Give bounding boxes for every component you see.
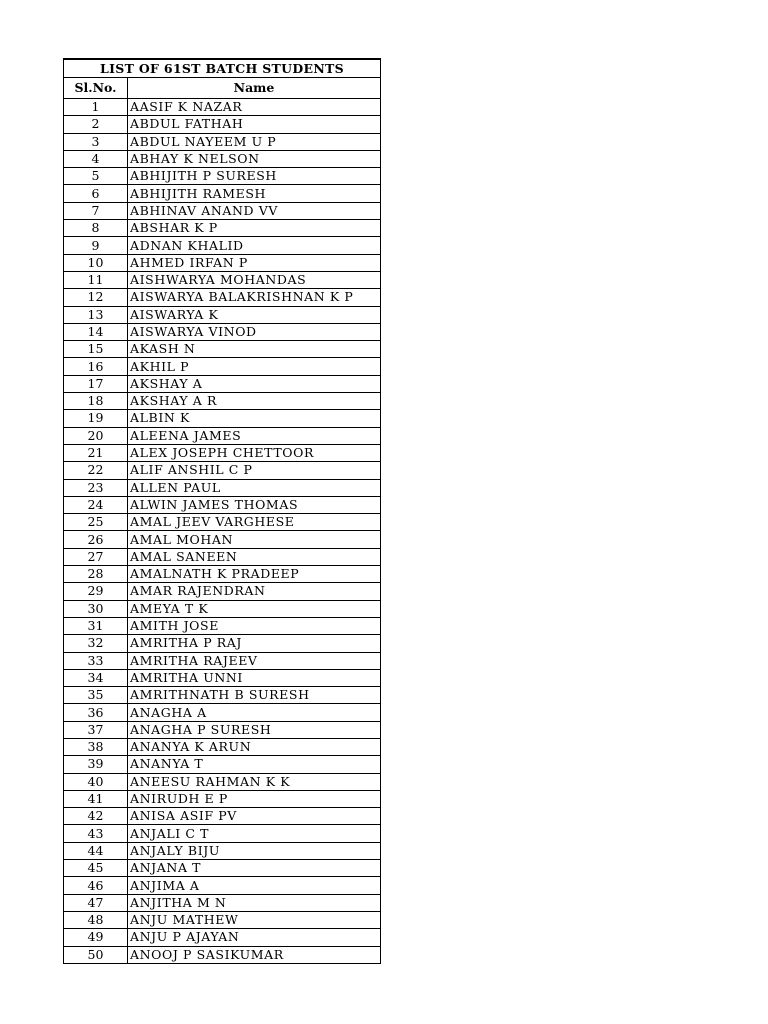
serial-number-cell: 21 [64, 444, 128, 461]
table-row [64, 237, 381, 254]
table-row [64, 514, 381, 531]
serial-number-cell: 48 [64, 911, 128, 928]
table-row [64, 600, 381, 617]
serial-number-cell: 22 [64, 462, 128, 479]
student-name-cell: ALLEN PAUL [128, 479, 381, 496]
student-name-cell: AISWARYA VINOD [128, 323, 381, 340]
table-row [64, 531, 381, 548]
student-name-cell: ANANYA T [128, 756, 381, 773]
serial-number-cell: 13 [64, 306, 128, 323]
student-name-cell: AMRITHA UNNI [128, 669, 381, 686]
student-name-cell: AMITH JOSE [128, 617, 381, 634]
student-name-cell: ANIRUDH E P [128, 790, 381, 807]
serial-number-cell: 18 [64, 393, 128, 410]
student-name-cell: AKSHAY A R [128, 393, 381, 410]
student-name-cell: AISWARYA BALAKRISHNAN K P [128, 289, 381, 306]
table-row [64, 566, 381, 583]
student-name-cell: ANJITHA M N [128, 894, 381, 911]
serial-number-cell: 31 [64, 617, 128, 634]
serial-number-cell: 39 [64, 756, 128, 773]
table-row [64, 462, 381, 479]
table-row [64, 496, 381, 513]
student-name-cell: ABSHAR K P [128, 220, 381, 237]
table-row [64, 341, 381, 358]
student-name-cell: ADNAN KHALID [128, 237, 381, 254]
student-name-cell: ALIF ANSHIL C P [128, 462, 381, 479]
table-row [64, 635, 381, 652]
student-name-cell: AMEYA T K [128, 600, 381, 617]
student-name-cell: AASIF K NAZAR [128, 99, 381, 116]
table-row [64, 444, 381, 461]
student-name-cell: ANEESU RAHMAN K K [128, 773, 381, 790]
student-name-cell: ABHIJITH P SURESH [128, 168, 381, 185]
table-row [64, 220, 381, 237]
table-row [64, 773, 381, 790]
student-name-cell: ALBIN K [128, 410, 381, 427]
title-row [64, 59, 381, 78]
serial-number-cell: 36 [64, 704, 128, 721]
table-row [64, 946, 381, 963]
table-row [64, 911, 381, 928]
student-name-cell: AMAL SANEEN [128, 548, 381, 565]
table-row [64, 929, 381, 946]
serial-number-cell: 47 [64, 894, 128, 911]
serial-number-cell: 40 [64, 773, 128, 790]
serial-number-cell: 23 [64, 479, 128, 496]
serial-number-cell: 24 [64, 496, 128, 513]
serial-number-cell: 28 [64, 566, 128, 583]
serial-number-cell: 2 [64, 116, 128, 133]
serial-number-cell: 33 [64, 652, 128, 669]
table-row [64, 669, 381, 686]
student-name-cell: ABHINAV ANAND VV [128, 202, 381, 219]
table-row [64, 704, 381, 721]
table-row [64, 323, 381, 340]
student-rows [64, 99, 381, 964]
student-name-cell: ANJIMA A [128, 877, 381, 894]
student-name-cell: AMAL JEEV VARGHESE [128, 514, 381, 531]
table-row [64, 842, 381, 859]
student-name-cell: ANJANA T [128, 860, 381, 877]
table-row [64, 756, 381, 773]
serial-number-cell: 27 [64, 548, 128, 565]
serial-number-cell: 41 [64, 790, 128, 807]
student-table [63, 58, 381, 964]
table-row [64, 306, 381, 323]
table-row [64, 116, 381, 133]
table-row [64, 375, 381, 392]
serial-number-cell: 25 [64, 514, 128, 531]
student-name-cell: AMAR RAJENDRAN [128, 583, 381, 600]
student-name-cell: ANAGHA A [128, 704, 381, 721]
student-name-cell: ALEX JOSEPH CHETTOOR [128, 444, 381, 461]
student-name-cell: ANAGHA P SURESH [128, 721, 381, 738]
student-name-cell: ANJU P AJAYAN [128, 929, 381, 946]
serial-number-cell: 12 [64, 289, 128, 306]
student-name-cell: ALWIN JAMES THOMAS [128, 496, 381, 513]
serial-number-cell: 34 [64, 669, 128, 686]
serial-number-cell: 19 [64, 410, 128, 427]
table-row [64, 808, 381, 825]
serial-number-cell: 5 [64, 168, 128, 185]
table-row [64, 652, 381, 669]
serial-number-cell: 8 [64, 220, 128, 237]
serial-number-cell: 42 [64, 808, 128, 825]
table-row [64, 254, 381, 271]
student-name-cell: ANJALI C T [128, 825, 381, 842]
student-name-cell: AMALNATH K PRADEEP [128, 566, 381, 583]
serial-number-cell: 9 [64, 237, 128, 254]
serial-number-cell: 16 [64, 358, 128, 375]
serial-number-cell: 17 [64, 375, 128, 392]
table-row [64, 150, 381, 167]
student-name-cell: ANOOJ P SASIKUMAR [128, 946, 381, 963]
student-name-cell: AISWARYA K [128, 306, 381, 323]
table-row [64, 427, 381, 444]
table-row [64, 133, 381, 150]
table-row [64, 479, 381, 496]
student-name-cell: ANISA ASIF PV [128, 808, 381, 825]
header-row [64, 78, 381, 99]
serial-number-cell: 26 [64, 531, 128, 548]
student-name-cell: AMRITHA P RAJ [128, 635, 381, 652]
serial-number-cell: 38 [64, 738, 128, 755]
serial-number-cell: 37 [64, 721, 128, 738]
serial-number-cell: 50 [64, 946, 128, 963]
student-name-cell: ANJU MATHEW [128, 911, 381, 928]
table-row [64, 358, 381, 375]
sl-no-header: Sl.No. [64, 78, 128, 99]
table-row [64, 548, 381, 565]
serial-number-cell: 49 [64, 929, 128, 946]
serial-number-cell: 32 [64, 635, 128, 652]
serial-number-cell: 14 [64, 323, 128, 340]
student-name-cell: AKHIL P [128, 358, 381, 375]
student-name-cell: ALEENA JAMES [128, 427, 381, 444]
serial-number-cell: 1 [64, 99, 128, 116]
table-row [64, 738, 381, 755]
student-name-cell: AKASH N [128, 341, 381, 358]
serial-number-cell: 46 [64, 877, 128, 894]
student-name-cell: ANANYA K ARUN [128, 738, 381, 755]
table-row [64, 877, 381, 894]
student-name-cell: ABDUL NAYEEM U P [128, 133, 381, 150]
table-row [64, 99, 381, 116]
student-name-cell: ABHAY K NELSON [128, 150, 381, 167]
table-row [64, 583, 381, 600]
serial-number-cell: 45 [64, 860, 128, 877]
student-name-cell: ABHIJITH RAMESH [128, 185, 381, 202]
student-name-cell: AMRITHA RAJEEV [128, 652, 381, 669]
student-name-cell: ABDUL FATHAH [128, 116, 381, 133]
serial-number-cell: 3 [64, 133, 128, 150]
table-row [64, 168, 381, 185]
student-list-sheet [63, 58, 380, 964]
student-name-cell: AKSHAY A [128, 375, 381, 392]
student-name-cell: AMRITHNATH B SURESH [128, 687, 381, 704]
table-row [64, 271, 381, 288]
student-name-cell: AMAL MOHAN [128, 531, 381, 548]
table-row [64, 790, 381, 807]
table-title: LIST OF 61ST BATCH STUDENTS [64, 59, 381, 78]
serial-number-cell: 29 [64, 583, 128, 600]
student-name-cell: AHMED IRFAN P [128, 254, 381, 271]
serial-number-cell: 11 [64, 271, 128, 288]
table-row [64, 825, 381, 842]
table-row [64, 894, 381, 911]
serial-number-cell: 10 [64, 254, 128, 271]
serial-number-cell: 43 [64, 825, 128, 842]
serial-number-cell: 35 [64, 687, 128, 704]
serial-number-cell: 15 [64, 341, 128, 358]
serial-number-cell: 7 [64, 202, 128, 219]
table-row [64, 721, 381, 738]
table-row [64, 393, 381, 410]
serial-number-cell: 20 [64, 427, 128, 444]
table-row [64, 860, 381, 877]
table-row [64, 410, 381, 427]
serial-number-cell: 6 [64, 185, 128, 202]
serial-number-cell: 4 [64, 150, 128, 167]
serial-number-cell: 30 [64, 600, 128, 617]
student-name-cell: AISHWARYA MOHANDAS [128, 271, 381, 288]
serial-number-cell: 44 [64, 842, 128, 859]
name-header: Name [128, 78, 381, 99]
table-row [64, 185, 381, 202]
table-row [64, 687, 381, 704]
table-row [64, 617, 381, 634]
student-name-cell: ANJALY BIJU [128, 842, 381, 859]
table-row [64, 202, 381, 219]
table-row [64, 289, 381, 306]
